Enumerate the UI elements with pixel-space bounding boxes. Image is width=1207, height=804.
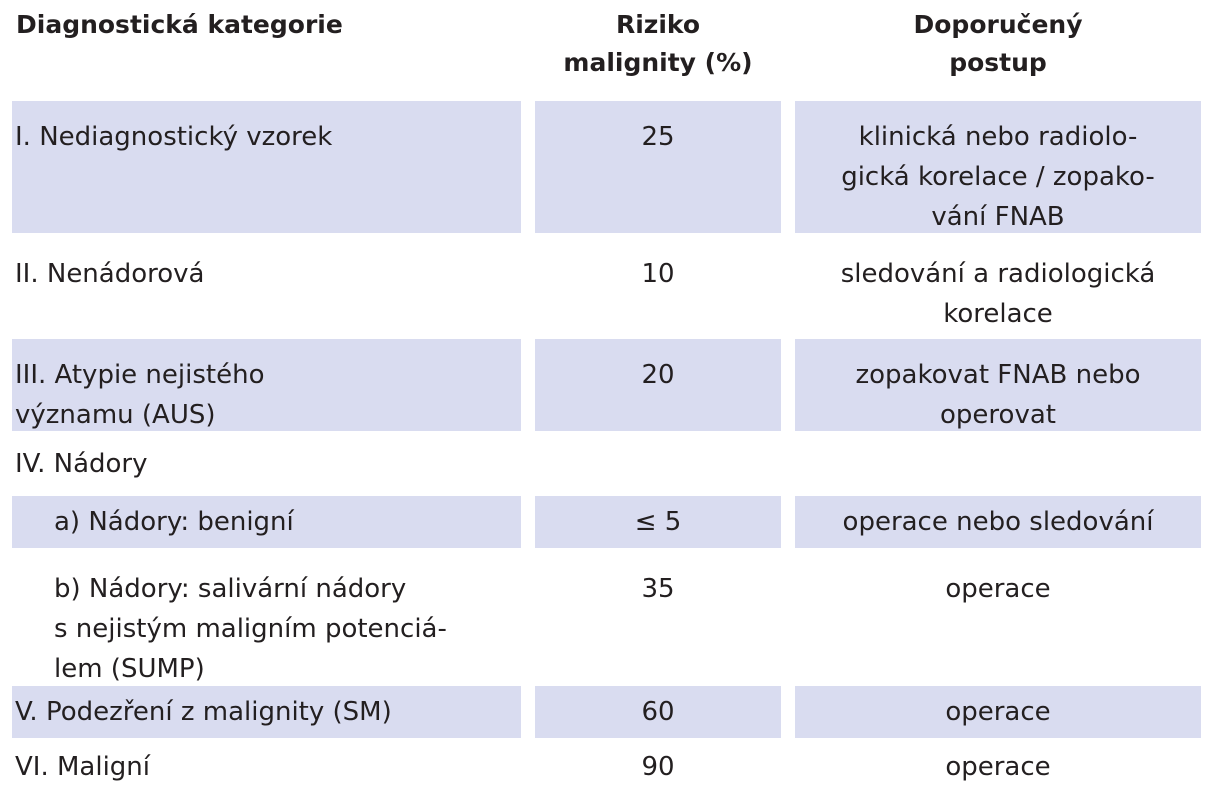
category-cell — [12, 238, 521, 334]
category-text: lem (SUMP) — [54, 654, 205, 684]
procedure-line: operace — [945, 752, 1051, 782]
header-recommended-procedure-line-1: Doporučený — [913, 10, 1083, 39]
table-header — [12, 0, 1201, 96]
risk-cell — [535, 686, 781, 738]
category-cell — [12, 553, 521, 684]
table-row — [12, 238, 1201, 334]
category-text: s nejistým maligním potenciá- — [54, 614, 447, 644]
risk-cell — [535, 339, 781, 431]
table-row — [12, 496, 1201, 548]
procedure-cell — [795, 238, 1201, 334]
procedure-line: vání FNAB — [931, 202, 1065, 232]
header-malignancy-risk-line-2: malignity (%) — [563, 48, 753, 77]
header-diagnostic-category — [12, 0, 521, 96]
risk-cell — [535, 496, 781, 548]
category-cell — [12, 101, 521, 233]
risk-value: 90 — [641, 752, 675, 782]
header-malignancy-risk — [535, 0, 781, 96]
procedure-line: operace — [945, 574, 1051, 604]
procedure-cell — [795, 436, 1201, 491]
category-cell — [12, 686, 521, 738]
category-text: a) Nádory: benigní — [54, 507, 294, 537]
table-row — [12, 743, 1201, 799]
header-diagnostic-category-text: Diagnostická kategorie — [16, 10, 343, 39]
procedure-cell — [795, 101, 1201, 233]
procedure-line: korelace — [943, 299, 1053, 329]
category-text: I. Nediagnostický vzorek — [15, 122, 333, 152]
procedure-line: operace — [945, 697, 1051, 727]
risk-value: 25 — [641, 122, 675, 152]
table-row — [12, 436, 1201, 491]
risk-value: 20 — [641, 360, 675, 390]
diagnostic-category-table — [12, 0, 1201, 804]
procedure-cell — [795, 553, 1201, 681]
header-malignancy-risk-line-1: Riziko — [615, 10, 701, 39]
category-text: b) Nádory: salivární nádory — [54, 574, 407, 604]
risk-cell — [535, 101, 781, 233]
risk-cell — [535, 553, 781, 681]
risk-value: 10 — [641, 259, 675, 289]
table-row — [12, 339, 1201, 431]
procedure-cell — [795, 496, 1201, 548]
risk-value: ≤ 5 — [634, 507, 682, 537]
category-cell — [12, 339, 521, 431]
procedure-line: operovat — [940, 400, 1056, 430]
category-cell — [12, 436, 521, 491]
procedure-line: zopakovat FNAB nebo — [855, 360, 1141, 390]
table-row — [12, 101, 1201, 233]
category-cell — [12, 743, 521, 799]
category-text: IV. Nádory — [15, 449, 148, 479]
category-cell — [12, 496, 521, 548]
category-text: III. Atypie nejistého — [15, 360, 265, 390]
procedure-line: sledování a radiologická — [840, 259, 1156, 289]
category-text: VI. Maligní — [15, 752, 151, 782]
procedure-cell — [795, 743, 1201, 799]
table-row — [12, 553, 1201, 684]
category-text: II. Nenádorová — [15, 259, 205, 289]
header-recommended-procedure — [795, 0, 1201, 96]
procedure-line: gická korelace / zopako- — [841, 162, 1155, 192]
risk-cell — [535, 238, 781, 334]
procedure-line: operace nebo sledování — [842, 507, 1154, 537]
risk-cell — [535, 436, 781, 491]
risk-value: 60 — [641, 697, 675, 727]
procedure-line: klinická nebo radiolo- — [858, 122, 1138, 152]
risk-cell — [535, 743, 781, 799]
header-recommended-procedure-line-2: postup — [949, 48, 1047, 77]
procedure-cell — [795, 686, 1201, 738]
procedure-cell — [795, 339, 1201, 431]
category-text: V. Podezření z malignity (SM) — [15, 697, 392, 727]
category-text: významu (AUS) — [15, 400, 216, 430]
risk-value: 35 — [641, 574, 675, 604]
table-row — [12, 686, 1201, 738]
